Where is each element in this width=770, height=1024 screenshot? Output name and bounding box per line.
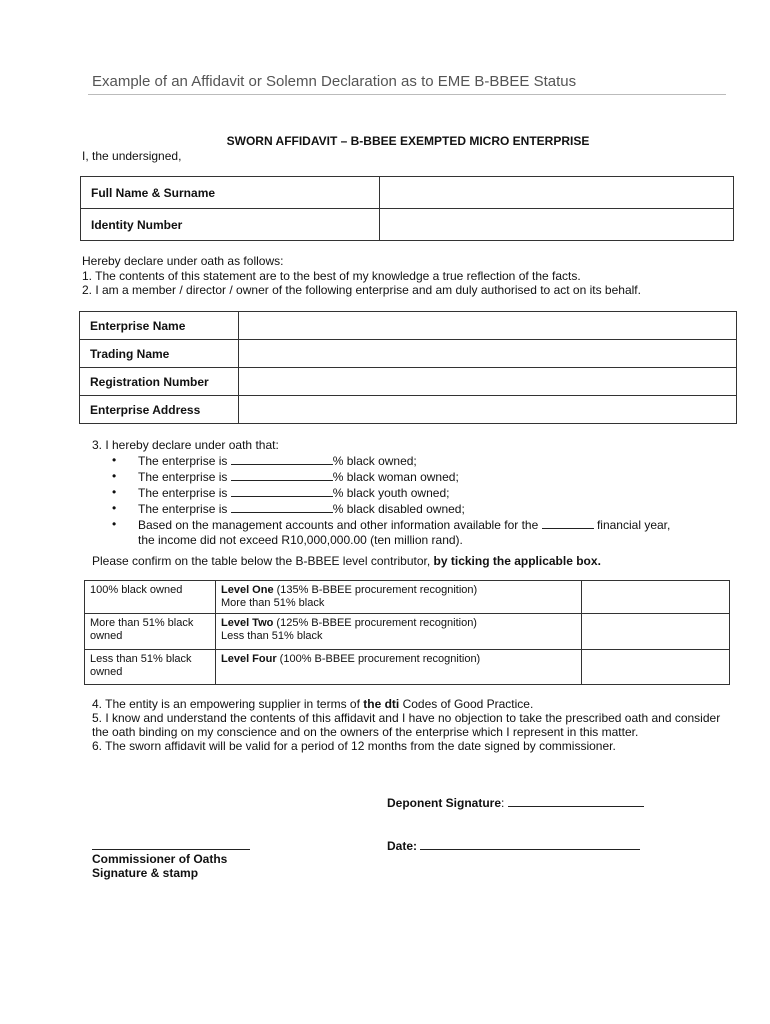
bullet-text: The enterprise is xyxy=(138,454,228,468)
declaration-3-lead: 3. I hereby declare under oath that: xyxy=(92,438,279,452)
date-blank[interactable] xyxy=(420,838,640,850)
black-youth-owned-percent-blank[interactable] xyxy=(231,485,333,497)
tick-box-level-one[interactable] xyxy=(582,581,730,614)
list-item xyxy=(112,469,670,485)
level-recognition: (100% B-BBEE procurement recognition) xyxy=(276,653,481,665)
ownership-cell: 100% black owned xyxy=(85,581,216,614)
date-line xyxy=(387,838,640,853)
declaration-block xyxy=(82,254,641,298)
clause-6: 6. The sworn affidavit will be valid for a period of 12 months from the date signed by commissioner. xyxy=(92,739,616,753)
bullet-text: the income did not exceed R10,000,000.00 (ten million rand). xyxy=(138,533,463,547)
confirm-bold-text: by ticking the applicable box. xyxy=(433,554,601,568)
bullet-text: Based on the management accounts and other information available for the xyxy=(138,518,539,532)
bullet-text: % black youth owned; xyxy=(332,486,450,500)
registration-number-label: Registration Number xyxy=(80,368,239,396)
deponent-signature-line xyxy=(387,795,644,810)
bullet-text: The enterprise is xyxy=(138,502,228,516)
enterprise-name-label: Enterprise Name xyxy=(80,312,239,340)
level-cell xyxy=(216,581,582,614)
black-woman-owned-percent-blank[interactable] xyxy=(231,469,333,481)
table-row xyxy=(85,581,730,614)
enterprise-details-table xyxy=(79,311,737,424)
trading-name-field[interactable] xyxy=(239,340,737,368)
clause-text: Codes of Good Practice. xyxy=(399,697,534,711)
tick-box-level-two[interactable] xyxy=(582,614,730,650)
identity-number-label: Identity Number xyxy=(81,209,380,241)
declaration-item-1: 1. The contents of this statement are to the best of my knowledge a true reflection of the facts. xyxy=(82,268,581,283)
deponent-signature-label: Deponent Signature xyxy=(387,796,502,810)
declaration-lead: Hereby declare under oath as follows: xyxy=(82,254,284,268)
level-name: Level One xyxy=(221,584,274,596)
bullet-text: financial year, xyxy=(596,518,671,532)
table-row xyxy=(81,177,734,209)
table-row xyxy=(80,396,737,424)
confirm-instruction xyxy=(92,554,601,568)
list-item xyxy=(112,501,670,517)
identity-number-field[interactable] xyxy=(380,209,734,241)
declaration-item-2: 2. I am a member / director / owner of the following enterprise and am duly authorised to act on its behalf. xyxy=(82,283,641,297)
table-row xyxy=(81,209,734,241)
level-recognition: (125% B-BBEE procurement recognition) xyxy=(273,617,477,629)
bullet-text: % black woman owned; xyxy=(332,470,459,484)
registration-number-field[interactable] xyxy=(239,368,737,396)
document-title: SWORN AFFIDAVIT – B-BBEE EXEMPTED MICRO ENTERPRISE xyxy=(226,134,590,148)
table-row xyxy=(80,368,737,396)
level-cell xyxy=(216,650,582,685)
enterprise-address-field[interactable] xyxy=(239,396,737,424)
financial-year-blank[interactable] xyxy=(542,517,594,529)
bullet-text: % black disabled owned; xyxy=(332,502,465,516)
level-name: Level Four xyxy=(221,653,277,665)
list-item-continuation xyxy=(112,533,670,548)
bullet-text: % black owned; xyxy=(332,454,417,468)
tick-box-level-four[interactable] xyxy=(582,650,730,685)
deponent-signature-blank[interactable] xyxy=(508,795,644,807)
clause-bold: the dti xyxy=(363,697,400,711)
table-row xyxy=(80,312,737,340)
full-name-field[interactable] xyxy=(380,177,734,209)
level-sub: Less than 51% black xyxy=(221,630,323,642)
intro-text: I, the undersigned, xyxy=(82,149,182,163)
black-owned-percent-blank[interactable] xyxy=(231,453,333,465)
colon: : xyxy=(501,796,505,810)
commissioner-line-2: Signature & stamp xyxy=(92,866,199,880)
page-header-title: Example of an Affidavit or Solemn Declaration as to EME B-BBEE Status xyxy=(92,73,577,90)
bullet-text: The enterprise is xyxy=(138,486,228,500)
level-recognition: (135% B-BBEE procurement recognition) xyxy=(273,584,478,596)
level-cell xyxy=(216,614,582,650)
ownership-cell: More than 51% black owned xyxy=(85,614,216,650)
confirm-text: Please confirm on the table below the B-BBEE level contributor, xyxy=(92,554,434,568)
table-row xyxy=(85,650,730,685)
list-item xyxy=(112,453,670,469)
enterprise-address-label: Enterprise Address xyxy=(80,396,239,424)
black-disabled-owned-percent-blank[interactable] xyxy=(231,501,333,513)
list-item xyxy=(112,517,670,533)
closing-clauses xyxy=(92,697,732,753)
ownership-cell: Less than 51% black owned xyxy=(85,650,216,685)
commissioner-line-1: Commissioner of Oaths xyxy=(92,852,228,866)
clause-text: 4. The entity is an empowering supplier in terms of xyxy=(92,697,364,711)
date-label: Date: xyxy=(387,839,418,853)
full-name-label: Full Name & Surname xyxy=(81,177,380,209)
table-row xyxy=(80,340,737,368)
clause-4 xyxy=(92,697,732,711)
trading-name-label: Trading Name xyxy=(80,340,239,368)
list-item xyxy=(112,485,670,501)
enterprise-name-field[interactable] xyxy=(239,312,737,340)
clause-5: 5. I know and understand the contents of this affidavit and I have no objection to take the prescribed oath and consider the oath binding on my conscience and on the owners of the enterprise which I represent in this matter. xyxy=(92,711,721,739)
bullet-text: The enterprise is xyxy=(138,470,228,484)
header-divider xyxy=(88,94,726,95)
table-row xyxy=(85,614,730,650)
ownership-bullet-list xyxy=(112,453,670,548)
commissioner-label xyxy=(92,852,227,880)
level-sub: More than 51% black xyxy=(221,597,325,609)
commissioner-signature-line[interactable] xyxy=(92,849,250,850)
person-details-table xyxy=(80,176,734,241)
bbbee-level-table xyxy=(84,580,730,685)
level-name: Level Two xyxy=(221,617,274,629)
